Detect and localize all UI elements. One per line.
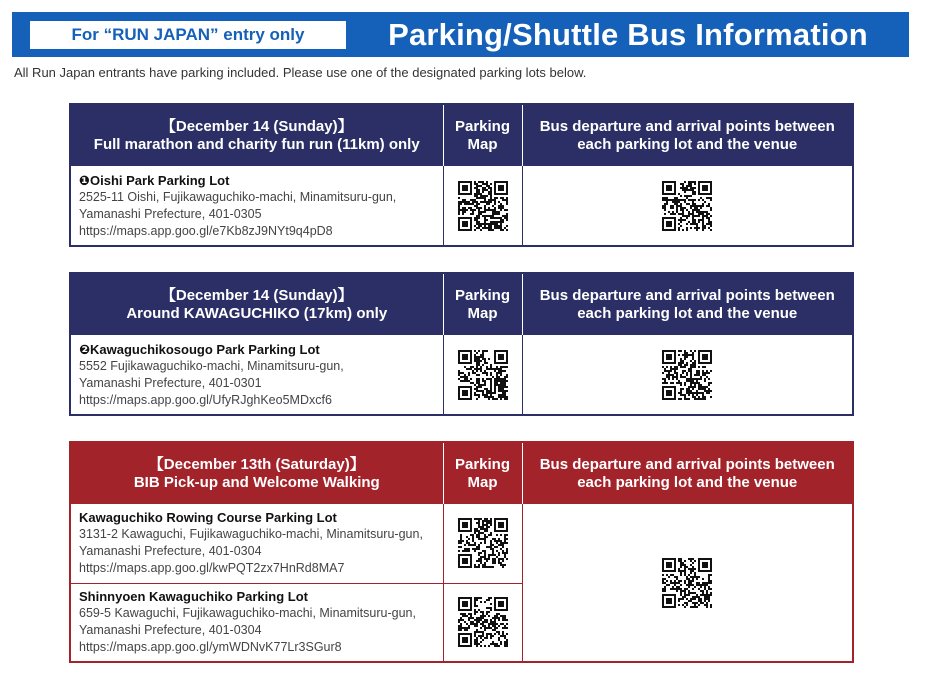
lot-address-line2: Yamanashi Prefecture, 401-0304 [79,544,262,559]
bus-header-line2: each parking lot and the venue [577,304,798,322]
table-heading [70,104,443,166]
heading-date: 【December 13th (Saturday)】 [148,455,365,473]
bus-points-qr-cell [522,335,853,415]
intro-text: All Run Japan entrants have parking included. Please use one of the designated parking lots below. [14,65,587,80]
heading-event: BIB Pick-up and Welcome Walking [133,473,380,491]
lot-name: Kawaguchiko Rowing Course Parking Lot [79,510,337,526]
lot-name: Shinnyoen Kawaguchiko Parking Lot [79,589,308,605]
parking-map-qr-cell [443,583,522,662]
lot-address-line2: Yamanashi Prefecture, 401-0305 [79,206,262,221]
lot-info [70,504,443,583]
bus-header-line1: Bus departure and arrival points between [539,455,835,473]
table-heading [70,442,443,504]
parking-map-header-line2: Map [467,304,498,322]
parking-table-bib-pickup [69,441,854,663]
parking-map-qr-cell [443,335,522,415]
lot-address-line2: Yamanashi Prefecture, 401-0301 [79,375,262,390]
qr-code-icon [458,518,508,568]
lot-address-line1: 2525-11 Oishi, Fujikawaguchiko-machi, Minamitsuru-gun, [79,189,397,204]
page-title: Parking/Shuttle Bus Information [388,16,868,52]
heading-date: 【December 14 (Sunday)】 [160,286,353,304]
parking-map-qr-code[interactable] [458,197,508,214]
heading-event: Full marathon and charity fun run (11km) only [93,135,420,153]
parking-map-header-line2: Map [467,135,498,153]
qr-code-icon [458,350,508,400]
entry-only-label: For “RUN JAPAN” entry only [30,21,346,49]
qr-code-icon [458,181,508,231]
parking-map-qr-code[interactable] [458,613,508,630]
lot-map-link[interactable]: https://maps.app.goo.gl/kwPQT2zx7HnRd8MA7 [79,561,345,576]
parking-map-qr-code[interactable] [458,366,508,383]
bus-points-qr-code[interactable] [662,366,712,383]
lot-name: ❶Oishi Park Parking Lot [79,172,230,188]
lot-info [70,166,443,246]
bus-points-qr-cell [522,504,853,662]
bus-header-line1: Bus departure and arrival points between [539,117,835,135]
lot-map-link[interactable]: https://maps.app.goo.gl/e7Kb8zJ9NYt9q4pD8 [79,223,333,238]
bus-header-line1: Bus departure and arrival points between [539,286,835,304]
lot-address-line1: 5552 Fujikawaguchiko-machi, Minamitsuru-gun, [79,358,344,373]
parking-map-header-line1: Parking [454,455,511,473]
heading-date: 【December 14 (Sunday)】 [160,117,353,135]
parking-map-header [443,442,522,504]
lot-info [70,335,443,415]
header-banner [12,12,909,57]
parking-map-qr-code[interactable] [458,534,508,551]
qr-code-icon [662,181,712,231]
qr-code-icon [458,597,508,647]
bus-header-line2: each parking lot and the venue [577,135,798,153]
lot-address-line1: 659-5 Kawaguchi, Fujikawaguchiko-machi, Minamitsuru-gun, [79,606,416,621]
bus-points-header [522,273,853,335]
qr-code-icon [662,350,712,400]
parking-map-qr-cell [443,504,522,583]
lot-map-link[interactable]: https://maps.app.goo.gl/ymWDNvK77Lr3SGur8 [79,640,342,655]
lot-address-line1: 3131-2 Kawaguchi, Fujikawaguchiko-machi, Minamitsuru-gun, [79,527,423,542]
bus-points-qr-cell [522,166,853,246]
lot-address-line2: Yamanashi Prefecture, 401-0304 [79,623,262,638]
bus-points-qr-code[interactable] [662,574,712,591]
bus-points-header [522,442,853,504]
parking-map-header [443,273,522,335]
heading-event: Around KAWAGUCHIKO (17km) only [126,304,388,322]
parking-map-header-line2: Map [467,473,498,491]
bus-header-line2: each parking lot and the venue [577,473,798,491]
parking-map-header [443,104,522,166]
parking-table-full-marathon [69,103,854,247]
table-heading [70,273,443,335]
parking-table-17km [69,272,854,416]
bus-points-qr-code[interactable] [662,197,712,214]
bus-points-header [522,104,853,166]
lot-map-link[interactable]: https://maps.app.goo.gl/UfyRJghKeo5MDxcf6 [79,392,332,407]
parking-map-qr-cell [443,166,522,246]
qr-code-icon [662,558,712,608]
parking-map-header-line1: Parking [454,117,511,135]
lot-name: ❷Kawaguchikosougo Park Parking Lot [79,341,320,357]
parking-map-header-line1: Parking [454,286,511,304]
lot-info [70,583,443,662]
